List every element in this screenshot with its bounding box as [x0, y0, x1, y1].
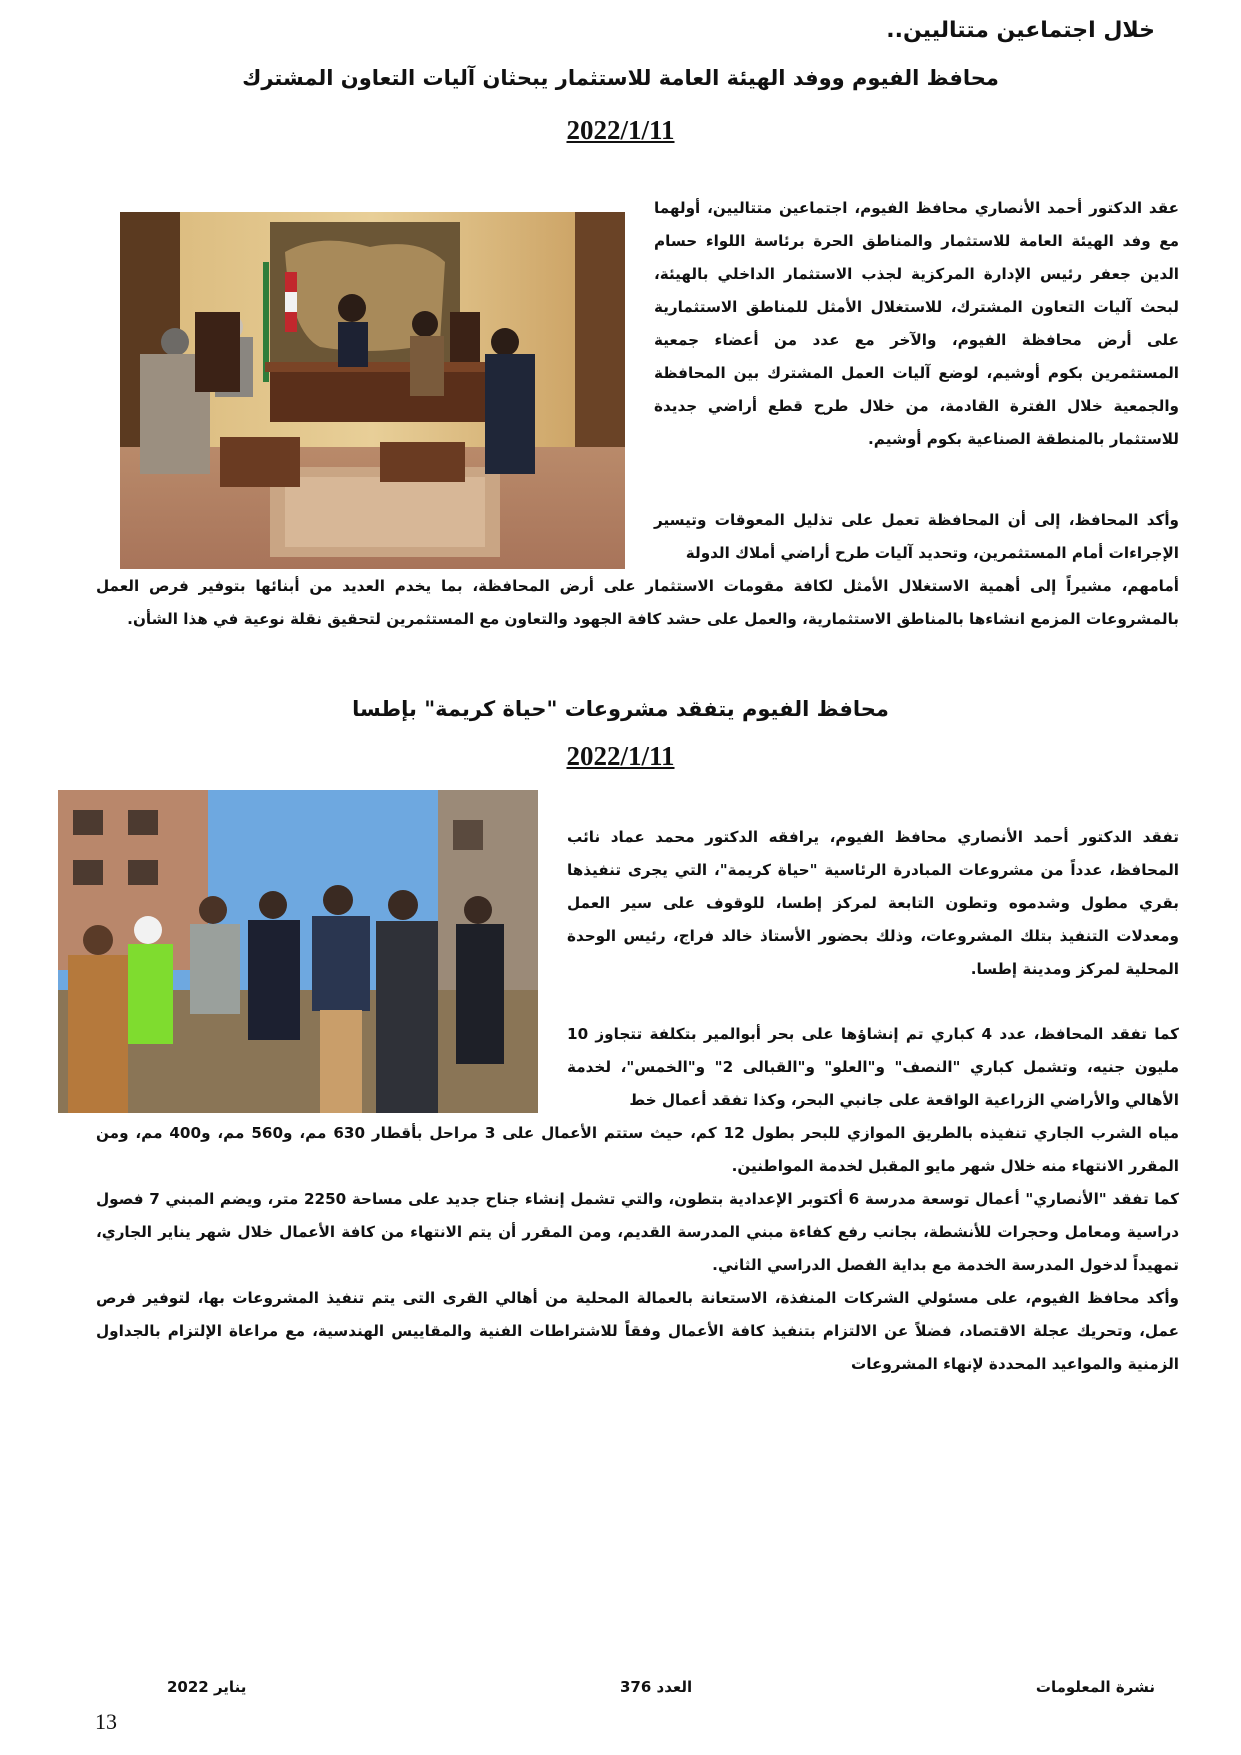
article-paragraph: أمامهم، مشيراً إلى أهمية الاستغلال الأمثل لكافة مقومات الاستثمار على أرض المحافظة، بما يخدم العديد من أبنائها بتوفير فرص العمل بالمشروعات المزمع انشاءها بالمناطق الاستثمارية، والعمل على حشد كافة الجهود والتعاون مع المستثمرين لتحقيق نقلة نوعية في هذا الشأن. [96, 577, 1179, 628]
article-paragraph: مياه الشرب الجاري تنفيذه بالطريق الموازي للبحر بطول 12 كم، حيث ستتم الأعمال على 3 مراحل بأقطار 630 مم، و560 مم، و400 مم، ومن المقرر الانتهاء منه خلال شهر مايو المقبل لخدمة المواطنين. [96, 1124, 1179, 1175]
article-paragraph: وأكد محافظ الفيوم، على مسئولي الشركات المنفذة، الاستعانة بالعمالة المحلية من أهالي القرى التى يتم تنفيذ المشروعات بها، لتوفير فرص عمل، وتحريك عجلة الاقتصاد، فضلاً عن الالتزام بتنفيذ كافة الأعمال وفقاً للاشتراطات الفنية والمقاييس الهندسية، مع مراعاة الإلتزام بالجداول الزمنية والمواعيد المحددة لإنهاء المشروعات [96, 1289, 1179, 1373]
article-kicker: خلال اجتماعين متتاليين.. [886, 18, 1155, 43]
page-number: 13 [95, 1709, 117, 1734]
article-date: 2022/1/11 [566, 741, 675, 771]
article-paragraph: كما تفقد المحافظ، عدد 4 كباري تم إنشاؤها على بحر أبوالمير بتكلفة تتجاوز 10 مليون جنيه، وتشمل كباري "النصف" و"العلو" و"القبالى 2" و"الخمس"، لخدمة الأهالي والأراضي الزراعية الواقعة على جانبي البحر، وكذا تفقد أعمال خط [567, 1025, 1179, 1109]
article-headline: محافظ الفيوم يتفقد مشروعات "حياة كريمة" بإطسا [352, 697, 889, 721]
article-headline: محافظ الفيوم ووفد الهيئة العامة للاستثمار يبحثان آليات التعاون المشترك [242, 66, 999, 90]
article-paragraph: وأكد المحافظ، إلى أن المحافظة تعمل على تذليل المعوقات وتيسير الإجراءات أمام المستثمرين، وتحديد آليات طرح أراضي أملاك الدولة [654, 511, 1179, 562]
footer-issue: العدد 376 [620, 1678, 693, 1696]
article-date: 2022/1/11 [566, 115, 675, 145]
footer-publication: نشرة المعلومات [1035, 1678, 1155, 1696]
article-paragraph: عقد الدكتور أحمد الأنصاري محافظ الفيوم، اجتماعين متتاليين، أولهما مع وفد الهيئة العامة للاستثمار والمناطق الحرة برئاسة اللواء حسام الدين جعفر رئيس الإدارة المركزية لجذب الاستثمار الداخلي بالهيئة، لبحث آليات التعاون المشترك، للاستغلال الأمثل للمناطق الاستثمارية على أرض محافظة الفيوم، والآخر مع عدد من أعضاء جمعية المستثمرين بكوم أوشيم، لوضع آليات العمل المشترك بين المحافظة والجمعية خلال الفترة القادمة، من خلال طرح قطع أراضي جديدة للاستثمار بالمنطقة الصناعية بكوم أوشيم. [654, 199, 1179, 448]
meeting-room-image [120, 212, 625, 569]
article-paragraph: تفقد الدكتور أحمد الأنصاري محافظ الفيوم، يرافقه الدكتور محمد عماد نائب المحافظ، عدداً من مشروعات المبادرة الرئاسية "حياة كريمة"، التي يجرى تنفيذها بقري مطول وشدموه وتطون التابعة لمركز إطسا، للوقوف على سير العمل ومعدلات التنفيذ بتلك المشروعات، وذلك بحضور الأستاذ خالد فراج، رئيس الوحدة المحلية لمركز ومدينة إطسا. [567, 828, 1179, 978]
site-visit-photo [58, 790, 538, 1113]
site-visit-image [58, 790, 538, 1113]
article-paragraph: كما تفقد "الأنصاري" أعمال توسعة مدرسة 6 أكتوبر الإعدادية بتطون، والتي تشمل إنشاء جناح جديد على مساحة 2250 متر، ويضم المبني 7 فصول دراسية ومعامل وحجرات للأنشطة، بجانب رفع كفاءة مبني المدرسة القديم، ومن المقرر أن يتم الانتهاء من كافة الأعمال خلال شهر يناير الجاري، تمهيداً لدخول المدرسة الخدمة مع بداية الفصل الدراسي الثاني. [96, 1190, 1179, 1274]
footer-month: يناير 2022 [167, 1678, 247, 1696]
meeting-photo [120, 212, 625, 569]
